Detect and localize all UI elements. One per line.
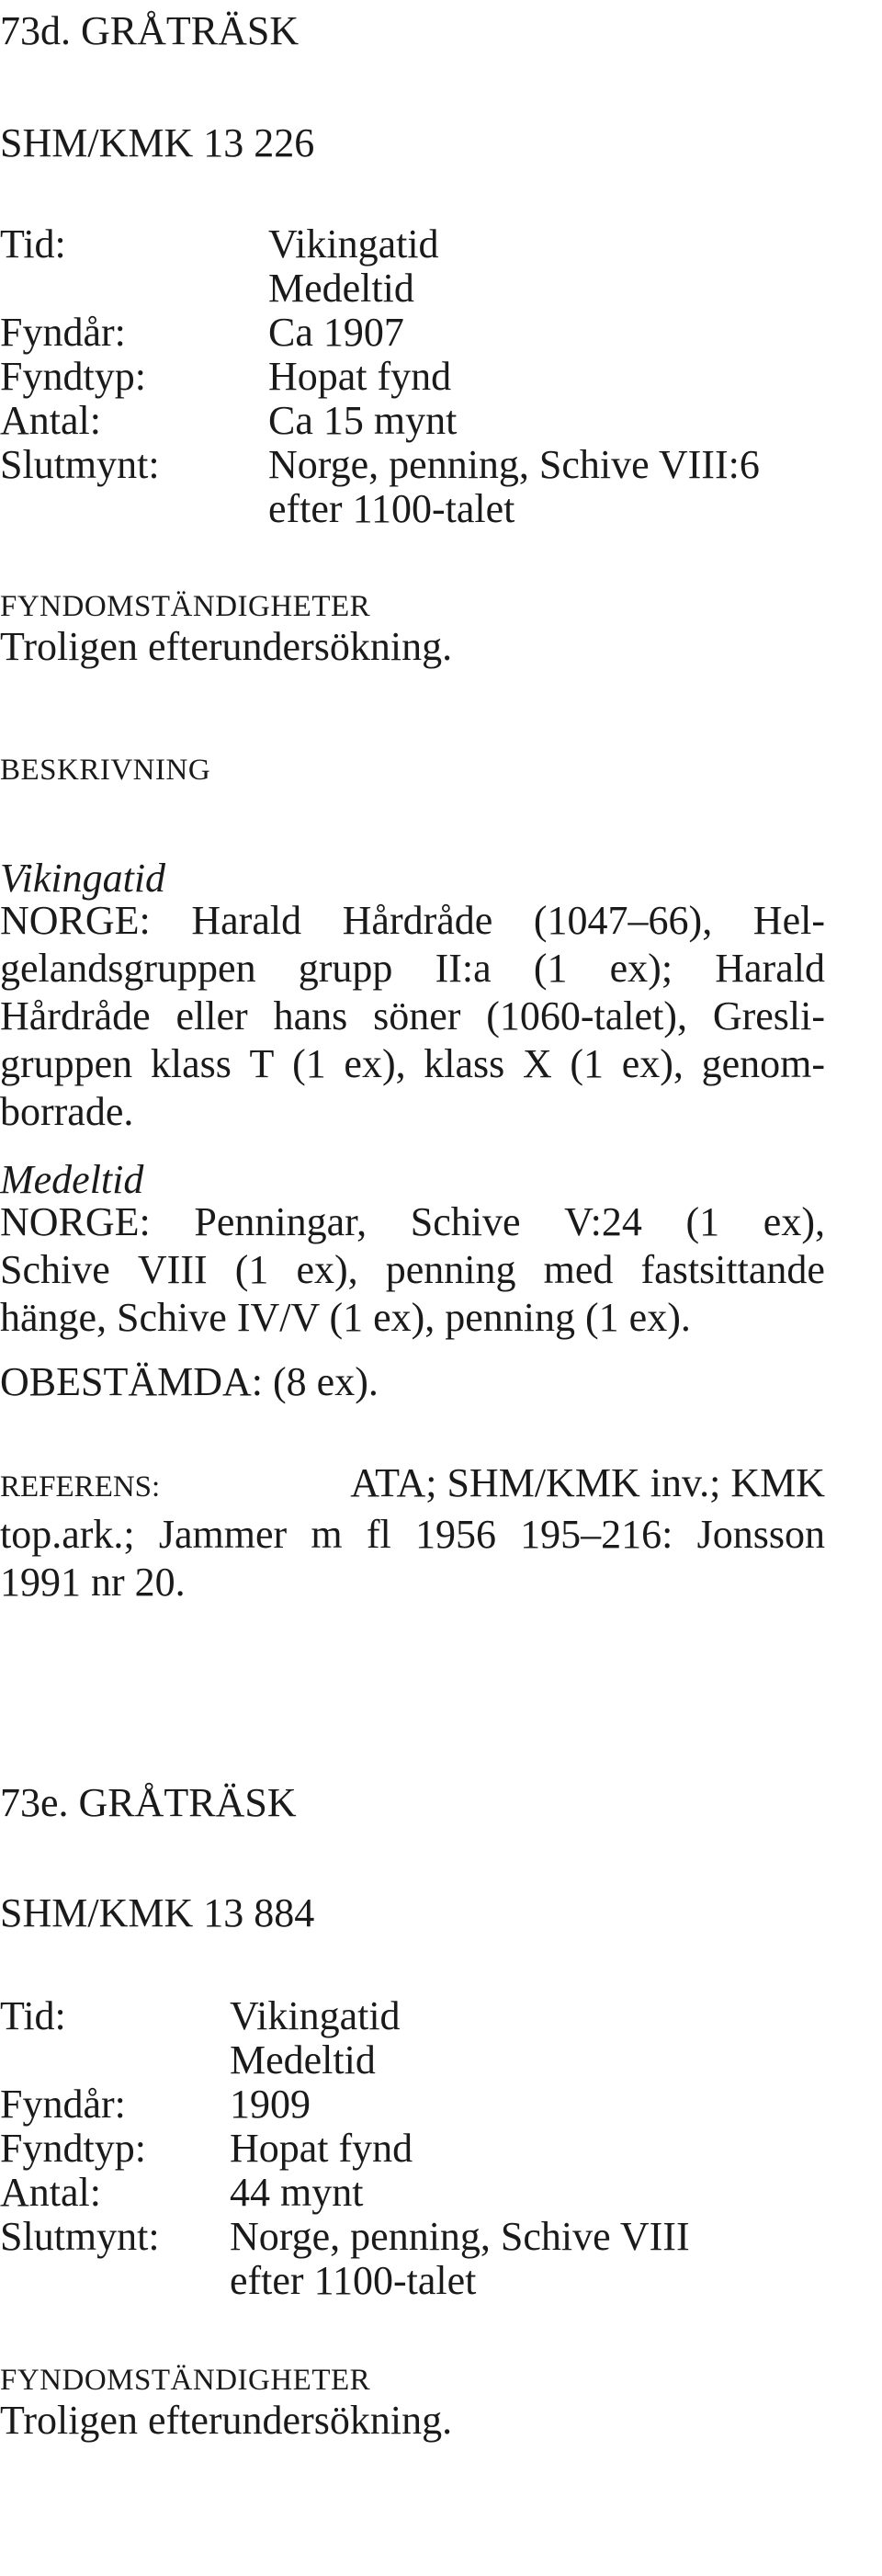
entry-d-fyndomstandigheter-heading: FYNDOMSTÄNDIGHETER: [0, 590, 371, 623]
entry-e-catalog-number: SHM/KMK 13 884: [0, 1890, 315, 1935]
word: II:a: [435, 946, 492, 991]
paragraph-line: [0, 1511, 825, 1559]
entry-e-fyndomstandigheter-text: Troligen efterundersökning.: [0, 2398, 453, 2443]
tid-label: Tid:: [0, 1993, 66, 2038]
entry-d-beskrivning-heading: BESKRIVNING: [0, 754, 211, 787]
word: Harald: [715, 946, 825, 991]
entry-d-medeltid-paragraph: [0, 1198, 825, 1342]
paragraph-line: borrade.: [0, 1089, 134, 1134]
word: NORGE:: [0, 898, 151, 943]
fyndtyp-label: Fyndtyp:: [0, 2126, 146, 2171]
slutmynt-label: Slutmynt:: [0, 442, 160, 487]
slutmynt-value: Norge, penning, Schive VIII:6: [268, 442, 760, 487]
word: Hårdråde: [342, 898, 493, 943]
antal-value: 44 mynt: [230, 2170, 364, 2215]
fyndar-label: Fyndår:: [0, 310, 126, 355]
word: (1: [570, 1041, 605, 1086]
word: Hel-: [752, 898, 825, 943]
word: ex),: [296, 1247, 358, 1292]
slutmynt-value: Norge, penning, Schive VIII: [230, 2214, 690, 2259]
slutmynt-label: Slutmynt:: [0, 2214, 160, 2259]
word: Gresli-: [712, 993, 825, 1038]
paragraph-line: [0, 993, 825, 1040]
word: söner: [373, 993, 461, 1038]
word: ex),: [621, 1041, 684, 1086]
word: X: [522, 1041, 552, 1086]
word: 195–216:: [520, 1512, 673, 1557]
tid-value: Medeltid: [268, 266, 414, 311]
word: ex),: [344, 1041, 406, 1086]
entry-d-obestamda: OBESTÄMDA: (8 ex).: [0, 1359, 379, 1404]
word: T: [249, 1041, 275, 1086]
word: grupp: [298, 946, 393, 991]
word: (1: [533, 946, 568, 991]
paragraph-line: hänge, Schive IV/V (1 ex), penning (1 ex).: [0, 1295, 691, 1340]
entry-e-fyndomstandigheter-heading: FYNDOMSTÄNDIGHETER: [0, 2364, 371, 2397]
word: fl: [366, 1512, 391, 1557]
word: NORGE:: [0, 1199, 151, 1244]
word: ex);: [609, 946, 673, 991]
word: penning: [385, 1247, 516, 1292]
tid-value: Vikingatid: [230, 1993, 401, 2038]
entry-d-catalog-number: SHM/KMK 13 226: [0, 120, 315, 165]
word: VIII: [137, 1247, 208, 1292]
fyndtyp-label: Fyndtyp:: [0, 354, 146, 399]
fyndar-value: 1909: [230, 2082, 311, 2127]
entry-d-referens-paragraph: [0, 1459, 825, 1606]
entry-e-title: 73e. GRÅTRÄSK: [0, 1780, 297, 1825]
word: m: [311, 1512, 343, 1557]
word: 1956: [414, 1512, 496, 1557]
fyndar-value: Ca 1907: [268, 310, 404, 355]
tid-value: Vikingatid: [268, 221, 439, 267]
entry-d-vikingatid-paragraph: [0, 897, 825, 1136]
referens-label: REFERENS:: [0, 1470, 161, 1504]
word: (1: [685, 1199, 720, 1244]
word: ex),: [763, 1199, 825, 1244]
paragraph-line: [0, 1198, 825, 1246]
entry-d-fyndomstandigheter-text: Troligen efterundersökning.: [0, 624, 453, 669]
word: Jonsson: [696, 1512, 825, 1557]
slutmynt-value: efter 1100-talet: [268, 486, 515, 531]
word: gruppen: [0, 1041, 133, 1086]
fyndtyp-value: Hopat fynd: [268, 354, 452, 399]
slutmynt-value: efter 1100-talet: [230, 2258, 477, 2303]
referens-first-line: ATA; SHM/KMK inv.; KMK: [350, 1460, 825, 1505]
tid-value: Medeltid: [230, 2037, 376, 2082]
word: Penningar,: [194, 1199, 368, 1244]
word: fastsittande: [640, 1247, 825, 1292]
entry-d-title: 73d. GRÅTRÄSK: [0, 8, 300, 53]
antal-value: Ca 15 mynt: [268, 398, 458, 443]
antal-label: Antal:: [0, 2170, 101, 2215]
antal-label: Antal:: [0, 398, 101, 443]
word: med: [543, 1247, 614, 1292]
word: gelandsgruppen: [0, 946, 256, 991]
word: klass: [150, 1041, 232, 1086]
word: Harald: [191, 898, 302, 943]
word: V:24: [564, 1199, 642, 1244]
paragraph-line: [0, 1040, 825, 1088]
word: top.ark.;: [0, 1512, 135, 1557]
word: eller: [175, 993, 248, 1038]
paragraph-line: [0, 945, 825, 993]
word: klass: [424, 1041, 505, 1086]
word: Schive: [410, 1199, 521, 1244]
fyndar-label: Fyndår:: [0, 2082, 126, 2127]
word: (1060-talet),: [486, 993, 687, 1038]
word: genom-: [701, 1041, 825, 1086]
word: (1: [234, 1247, 269, 1292]
entry-d-vikingatid-heading: Vikingatid: [0, 856, 166, 901]
paragraph-line: [0, 1459, 825, 1511]
paragraph-line: 1991 nr 20.: [0, 1560, 186, 1605]
paragraph-line: [0, 1246, 825, 1294]
word: hans: [273, 993, 348, 1038]
tid-label: Tid:: [0, 221, 66, 267]
word: Schive: [0, 1247, 110, 1292]
word: (1047–66),: [533, 898, 713, 943]
paragraph-line: [0, 897, 825, 945]
fyndtyp-value: Hopat fynd: [230, 2126, 413, 2171]
entry-d-medeltid-heading: Medeltid: [0, 1157, 144, 1202]
word: (1: [292, 1041, 326, 1086]
word: Jammer: [158, 1512, 288, 1557]
word: Hårdråde: [0, 993, 151, 1038]
